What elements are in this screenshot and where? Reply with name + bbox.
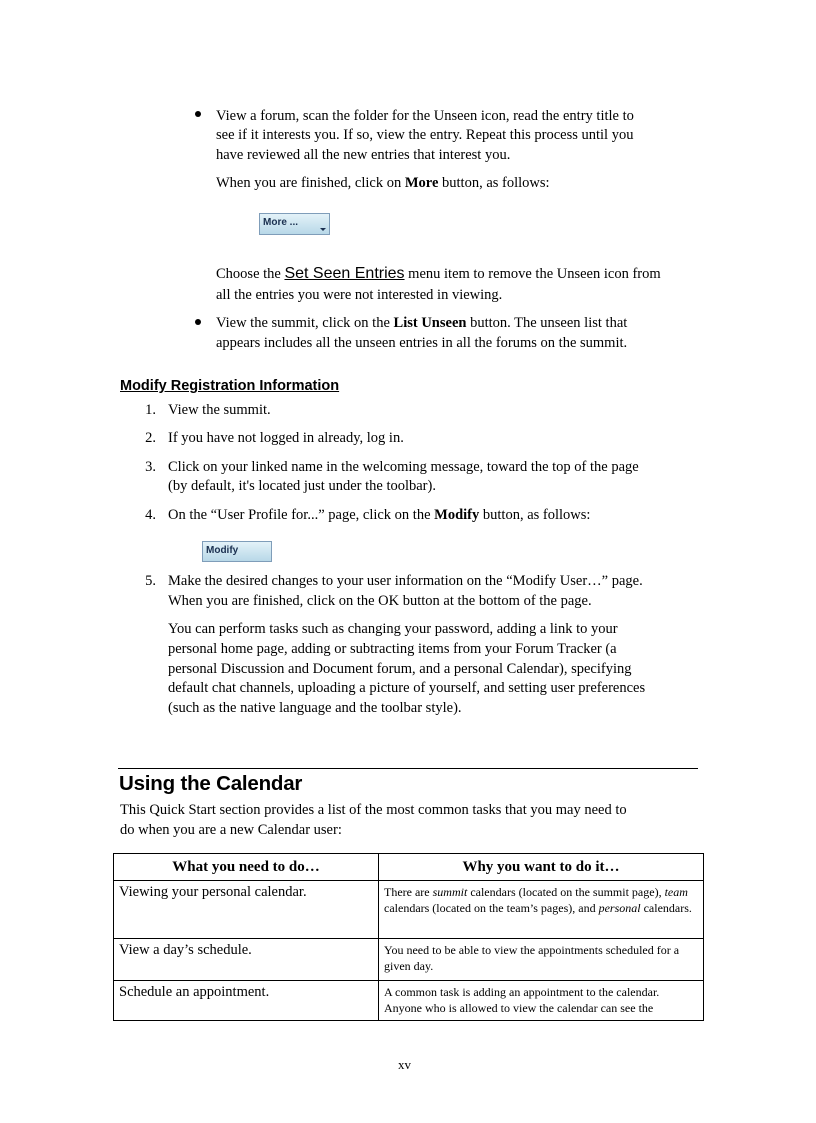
modify-button-image	[202, 541, 272, 562]
table-row	[114, 939, 704, 981]
modify-button-label: Modify	[206, 545, 239, 556]
step-1-text: View the summit.	[168, 402, 271, 418]
note-line-2: personal home page, adding or subtracting items from your Forum Tracker (a	[168, 641, 617, 657]
step-4-text: On the “User Profile for...” page, click on the Modify button, as follows:	[168, 507, 591, 523]
table-row	[114, 881, 704, 939]
step-3-line-2: (by default, it's located just under the toolbar).	[168, 478, 436, 494]
chevron-down-icon	[320, 228, 326, 231]
table-cell-reason: You need to be able to view the appointments scheduled for a given day.	[379, 939, 704, 981]
table-cell-task: Viewing your personal calendar.	[114, 881, 379, 939]
calendar-heading: Using the Calendar	[119, 772, 303, 795]
bullet-2-line-2: appears includes all the unseen entries in all the forums on the summit.	[216, 335, 628, 351]
bullet-2-dot	[195, 319, 201, 325]
bullet-1-line-1: View a forum, scan the folder for the Unseen icon, read the entry title to	[216, 108, 634, 124]
step-2-number: 2.	[145, 430, 156, 446]
table-header-why: Why you want to do it…	[379, 854, 704, 881]
bullet-1-line-2: see if it interests you. If so, view the entry. Repeat this process until you	[216, 127, 634, 143]
modify-heading: Modify Registration Information	[120, 378, 340, 394]
note-line-1: You can perform tasks such as changing your password, adding a link to your	[168, 621, 618, 637]
more-button-label: More ...	[263, 217, 299, 228]
more-label-bold: More	[404, 175, 439, 191]
bullet-1-dot	[195, 111, 201, 117]
step-5-line-2: When you are finished, click on the OK button at the bottom of the page.	[168, 593, 592, 609]
bullet-1-followup: When you are finished, click on More button, as follows:	[216, 175, 550, 191]
bullet-2-line-1: View the summit, click on the List Unseen button. The unseen list that	[216, 315, 628, 331]
choose-line-2: all the entries you were not interested in viewing.	[216, 287, 503, 303]
list-unseen-bold: List Unseen	[393, 315, 467, 331]
table-row	[114, 981, 704, 1021]
step-5-line-1: Make the desired changes to your user information on the “Modify User…” page.	[168, 573, 643, 589]
table-header-row	[114, 854, 704, 881]
step-3-number: 3.	[145, 459, 156, 475]
step-4-number: 4.	[145, 507, 156, 523]
step-2-text: If you have not logged in already, log in.	[168, 430, 404, 446]
table-cell-task: View a day’s schedule.	[114, 939, 379, 981]
set-seen-entries-menu-item: Set Seen Entries	[284, 265, 405, 282]
note-line-4: default chat channels, uploading a picture of yourself, and setting user preferences	[168, 680, 646, 696]
step-1-number: 1.	[145, 402, 156, 418]
table-cell-reason: A common task is adding an appointment to the calendar. Anyone who is allowed to view the calendar can see the	[379, 981, 704, 1021]
step-3-line-1: Click on your linked name in the welcoming message, toward the top of the page	[168, 459, 639, 475]
table-header-what: What you need to do…	[114, 854, 379, 881]
modify-label-bold: Modify	[434, 507, 480, 523]
note-line-5: (such as the native language and the toolbar style).	[168, 700, 462, 716]
table-cell-reason: There are summit calendars (located on the summit page), team calendars (located on the team’s pages), and personal calendars.	[379, 881, 704, 939]
calendar-intro-line-2: do when you are a new Calendar user:	[120, 822, 342, 838]
quick-start-table	[113, 853, 704, 1021]
section-divider	[118, 768, 698, 769]
bullet-1-line-3: have reviewed all the new entries that interest you.	[216, 147, 511, 163]
page-number: xv	[398, 1057, 411, 1072]
note-line-3: personal Discussion and Document forum, and a personal Calendar), specifying	[168, 661, 632, 677]
table-cell-task: Schedule an appointment.	[114, 981, 379, 1021]
choose-line: Choose the Set Seen Entries menu item to remove the Unseen icon from	[216, 265, 661, 282]
step-5-number: 5.	[145, 573, 156, 589]
more-button-image	[259, 213, 330, 235]
calendar-intro-line-1: This Quick Start section provides a list of the most common tasks that you may need to	[120, 802, 627, 818]
